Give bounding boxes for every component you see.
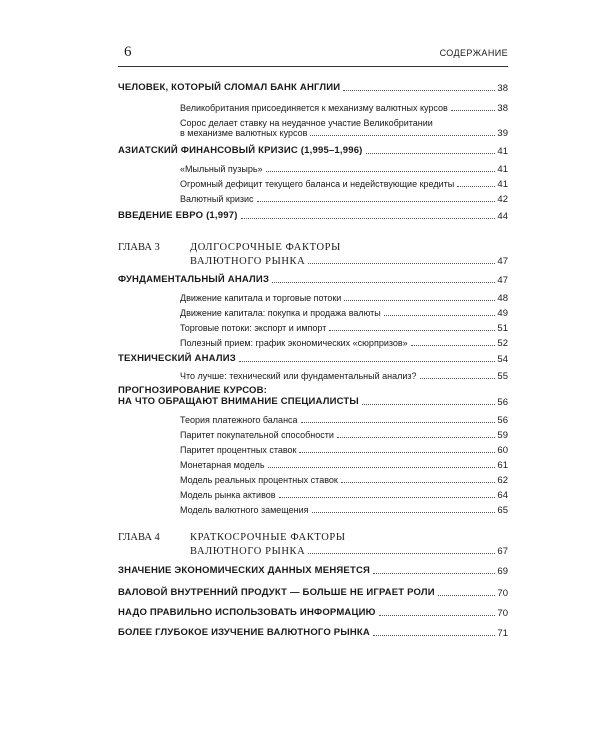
chapter-title-line2: ВАЛЮТНОГО РЫНКА xyxy=(190,546,306,557)
page-number: 6 xyxy=(124,44,132,60)
toc-subsection-title: Что лучше: технический или фундаментальный анализ? xyxy=(180,371,417,381)
toc-subsection-title: Торговые потоки: экспорт и импорт xyxy=(180,323,327,333)
toc-section[interactable] xyxy=(118,565,508,577)
toc-page-number: 71 xyxy=(497,628,508,639)
toc-subsection[interactable] xyxy=(180,337,508,349)
dot-leader xyxy=(362,404,495,405)
toc-subsection-title: Модель рынка активов xyxy=(180,490,276,500)
toc-subsection-title: Паритет покупательной способности xyxy=(180,430,334,440)
toc-page-number: 44 xyxy=(497,211,508,222)
toc-subsection-title: Великобритания присоединяется к механизму валютных курсов xyxy=(180,103,448,113)
toc-subsection[interactable] xyxy=(180,163,508,175)
dot-leader xyxy=(337,437,496,438)
toc-page-number: 49 xyxy=(497,308,508,319)
dot-leader xyxy=(308,263,495,264)
dot-leader xyxy=(420,378,496,379)
toc-subsection-title: Модель валютного замещения xyxy=(180,505,309,515)
toc-subsection-line1: Сорос делает ставку на неудачное участие Великобритании xyxy=(180,118,433,128)
toc-subsection[interactable] xyxy=(180,489,508,501)
toc-subsection-title: Движение капитала и торговые потоки xyxy=(180,293,342,303)
toc-subsection[interactable] xyxy=(180,178,508,190)
toc-section-title: ЧЕЛОВЕК, КОТОРЫЙ СЛОМАЛ БАНК АНГЛИИ xyxy=(118,82,341,93)
toc-section[interactable] xyxy=(118,145,508,157)
dot-leader xyxy=(384,315,496,316)
toc-page-number: 51 xyxy=(497,323,508,334)
dot-leader xyxy=(257,201,496,202)
dot-leader xyxy=(266,171,496,172)
dot-leader xyxy=(308,553,495,554)
toc-page-number: 69 xyxy=(497,566,508,577)
toc-section[interactable] xyxy=(118,587,508,599)
toc-subsection-title: Паритет процентных ставок xyxy=(180,445,297,455)
dot-leader xyxy=(373,635,495,636)
dot-leader xyxy=(241,218,496,219)
toc-page-number: 65 xyxy=(497,505,508,516)
running-head: СОДЕРЖАНИЕ xyxy=(439,48,508,58)
toc-section-title: ФУНДАМЕНТАЛЬНЫЙ АНАЛИЗ xyxy=(118,274,270,285)
toc-section-title: НА ЧТО ОБРАЩАЮТ ВНИМАНИЕ СПЕЦИАЛИСТЫ xyxy=(118,396,359,407)
toc-subsection-title: Полезный прием: график экономических «сюрпризов» xyxy=(180,338,408,348)
toc-section[interactable] xyxy=(118,396,508,408)
chapter-title: КРАТКОСРОЧНЫЕ ФАКТОРЫ xyxy=(190,532,346,543)
toc-section-title: БОЛЕЕ ГЛУБОКОЕ ИЗУЧЕНИЕ ВАЛЮТНОГО РЫНКА xyxy=(118,627,370,638)
toc-subsection[interactable] xyxy=(180,307,508,319)
toc-page-number: 41 xyxy=(497,164,508,175)
toc-page-number: 48 xyxy=(497,293,508,304)
dot-leader xyxy=(310,135,495,136)
toc-section[interactable] xyxy=(118,353,508,365)
toc-page-number: 61 xyxy=(497,460,508,471)
toc-page-number: 41 xyxy=(497,146,508,157)
dot-leader xyxy=(451,110,496,111)
toc-page-number: 38 xyxy=(497,83,508,94)
dot-leader xyxy=(239,361,496,362)
dot-leader xyxy=(268,467,496,468)
toc-subsection[interactable] xyxy=(180,504,508,516)
chapter-title: ДОЛГОСРОЧНЫЕ ФАКТОРЫ xyxy=(190,242,341,253)
dot-leader xyxy=(279,497,496,498)
toc-subsection[interactable] xyxy=(180,102,508,114)
toc-subsection-title: Теория платежного баланса xyxy=(180,415,298,425)
toc-page-number: 55 xyxy=(497,371,508,382)
chapter-label: ГЛАВА 4 xyxy=(118,532,160,543)
toc-subsection-title: Валютный кризис xyxy=(180,194,254,204)
toc-subsection[interactable] xyxy=(180,444,508,456)
toc-subsection[interactable] xyxy=(180,459,508,471)
toc-subsection-title: Огромный дефицит текущего баланса и недействующие кредиты xyxy=(180,179,455,189)
header-rule xyxy=(118,66,508,67)
toc-section-title: АЗИАТСКИЙ ФИНАНСОВЫЙ КРИЗИС (1,995–1,996) xyxy=(118,145,363,156)
toc-section[interactable] xyxy=(118,82,508,94)
toc-subsection-title: Модель реальных процентных ставок xyxy=(180,475,338,485)
toc-section-title: ЗНАЧЕНИЕ ЭКОНОМИЧЕСКИХ ДАННЫХ МЕНЯЕТСЯ xyxy=(118,565,371,576)
toc-page-number: 64 xyxy=(497,490,508,501)
toc-subsection[interactable] xyxy=(180,414,508,426)
dot-leader xyxy=(272,282,495,283)
toc-subsection[interactable] xyxy=(180,429,508,441)
toc-chapter[interactable] xyxy=(118,242,508,272)
toc-page-number: 67 xyxy=(497,546,508,557)
toc-page-number: 70 xyxy=(497,588,508,599)
toc-subsection-title: в механизме валютных курсов xyxy=(180,128,308,138)
toc-page-number: 56 xyxy=(497,397,508,408)
dot-leader xyxy=(299,452,495,453)
dot-leader xyxy=(457,186,495,187)
toc-page-number: 38 xyxy=(497,103,508,114)
toc-section-title: ВАЛОВОЙ ВНУТРЕННИЙ ПРОДУКТ — БОЛЬШЕ НЕ ИГРАЕТ РОЛИ xyxy=(118,587,435,598)
dot-leader xyxy=(366,153,496,154)
toc-page-number: 70 xyxy=(497,608,508,619)
toc-page-number: 41 xyxy=(497,179,508,190)
toc-page-number: 59 xyxy=(497,430,508,441)
toc-subsection[interactable] xyxy=(180,370,508,382)
toc-section-title: ТЕХНИЧЕСКИЙ АНАЛИЗ xyxy=(118,353,236,364)
chapter-label: ГЛАВА 3 xyxy=(118,242,160,253)
toc-section[interactable] xyxy=(118,627,508,639)
toc-page-number: 54 xyxy=(497,354,508,365)
toc-page-number: 62 xyxy=(497,475,508,486)
toc-subsection-title: «Мыльный пузырь» xyxy=(180,164,263,174)
dot-leader xyxy=(373,573,495,574)
toc-section-title-line1: ПРОГНОЗИРОВАНИЕ КУРСОВ: xyxy=(118,385,268,396)
toc-page-number: 52 xyxy=(497,338,508,349)
toc-chapter[interactable] xyxy=(118,532,508,562)
toc-page-number: 60 xyxy=(497,445,508,456)
toc-section[interactable] xyxy=(118,607,508,619)
toc-page-number: 42 xyxy=(497,194,508,205)
toc-subsection[interactable] xyxy=(180,127,508,139)
dot-leader xyxy=(343,90,495,91)
chapter-title-line2: ВАЛЮТНОГО РЫНКА xyxy=(190,256,306,267)
toc-subsection[interactable] xyxy=(180,474,508,486)
dot-leader xyxy=(344,300,495,301)
dot-leader xyxy=(438,595,496,596)
toc-section[interactable] xyxy=(118,210,508,222)
toc-subsection-title: Движение капитала: покупка и продажа валюты xyxy=(180,308,381,318)
toc-page-number: 47 xyxy=(497,275,508,286)
dot-leader xyxy=(301,422,496,423)
toc-page-number: 39 xyxy=(497,128,508,139)
toc-subsection[interactable] xyxy=(180,292,508,304)
dot-leader xyxy=(411,345,496,346)
toc-section-title: НАДО ПРАВИЛЬНО ИСПОЛЬЗОВАТЬ ИНФОРМАЦИЮ xyxy=(118,607,376,618)
dot-leader xyxy=(329,330,495,331)
toc-subsection[interactable] xyxy=(180,193,508,205)
toc-subsection-title: Монетарная модель xyxy=(180,460,265,470)
toc-section-title: ВВЕДЕНИЕ ЕВРО (1,997) xyxy=(118,210,238,221)
dot-leader xyxy=(341,482,496,483)
dot-leader xyxy=(379,615,496,616)
toc-page-number: 56 xyxy=(497,415,508,426)
dot-leader xyxy=(312,512,496,513)
toc-subsection[interactable] xyxy=(180,322,508,334)
toc-section[interactable] xyxy=(118,274,508,286)
toc-page-number: 47 xyxy=(497,256,508,267)
